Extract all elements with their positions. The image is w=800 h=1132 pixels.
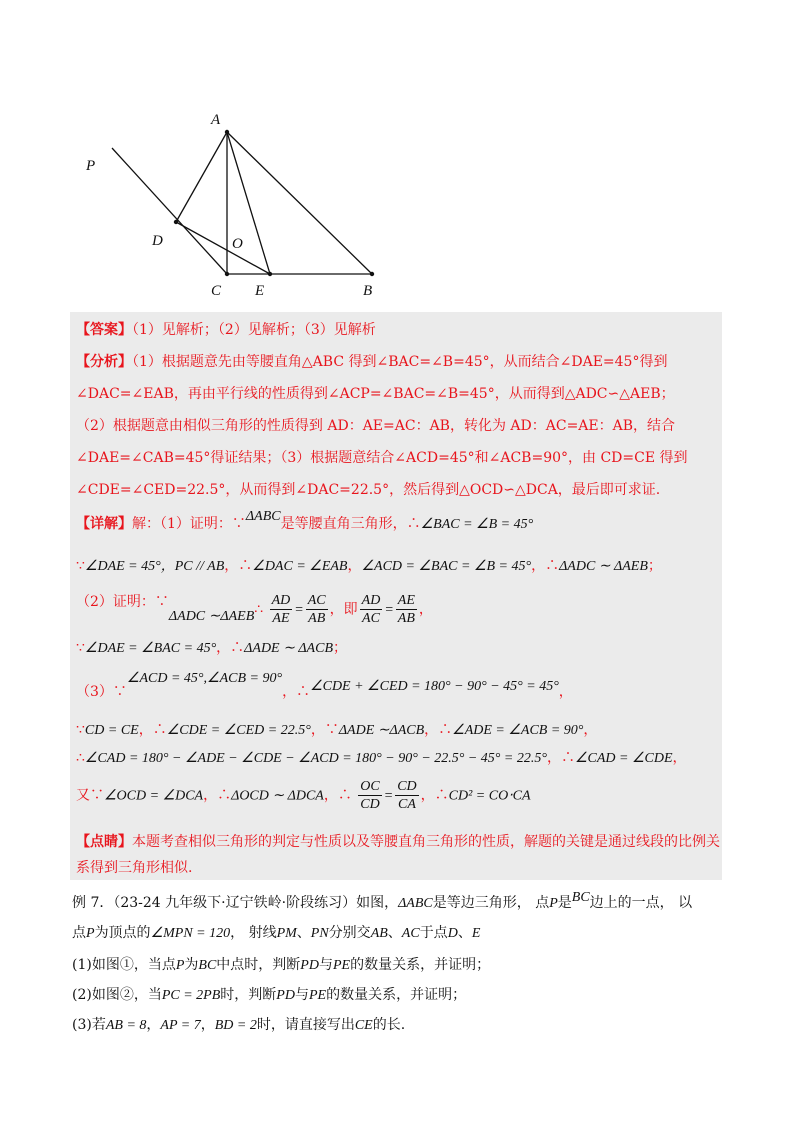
question-text: ， [200,1017,215,1033]
detail-line-5 [76,671,573,700]
equals-sign: = [384,602,394,618]
math-expr: AP = 7 [160,1018,201,1033]
example-text: 是 [557,895,572,911]
analysis-line-2: ∠DAC=∠EAB，再由平行线的性质得到∠ACP=∠BAC=∠B=45°，从而得到△ADC∽△AEB； [76,386,675,402]
example-text: 点 [72,925,86,941]
math-expr: ∠CDE = ∠CED = 22.5° [166,723,311,738]
fraction-numerator: OC [360,779,380,794]
answer-tag: 【答案】 [76,322,132,338]
geometry-figure [80,100,400,310]
analysis-tag: 【分析】 [76,354,132,370]
math-expr: AC [401,926,420,941]
detail-text: ∵ [76,558,85,574]
detail-line-3 [76,592,433,627]
segment-A-D [176,132,227,222]
math-expr: BC [571,890,590,905]
math-expr: E [471,926,481,941]
detail-text: ， [347,558,362,574]
answer-line [76,320,376,340]
fraction-denominator: CD [360,797,380,812]
answer-text: （1）见解析；（2）见解析；（3）见解析 [132,322,376,338]
example-text: 于点 [419,925,448,941]
question-text: 中点时，判断 [216,957,301,973]
fraction-numerator: AE [397,593,415,608]
fraction-denominator: AE [272,611,290,626]
equals-sign: = [294,602,304,618]
analysis-line-5: ∠CDE=∠CED=22.5°，从而得到∠DAC=22.5°，然后得到△OCD∽△DCA，最后即可求证. [76,482,661,498]
question-text: 为 [184,957,199,973]
question-text: (3)若 [72,1017,106,1033]
comment-tag: 【点睛】 [76,834,132,850]
fraction-ac-ab [306,592,328,627]
detail-text: ，∴ [216,640,245,656]
math-expr: PN [310,926,329,941]
comment-line-1 [76,832,720,852]
math-expr: ΔADE ∼ ΔACB [244,641,333,656]
math-expr: ∠DAC = ∠EAB [252,559,348,574]
detail-text: ，∴ [203,787,232,804]
question-text: 时，请直接写出 [256,1017,355,1033]
example-text: 、 [296,925,311,941]
detail-line-2 [76,556,662,577]
fraction-oc-cd [358,778,381,813]
example-text: 、 [387,925,402,941]
detail-text: （3）∵ [76,684,127,700]
question-3 [72,1014,405,1037]
math-expr: ΔADE ∼ΔACB [338,723,425,738]
label-A: A [211,112,221,128]
math-expr: PD [300,958,319,973]
detail-text: ∴ [76,750,85,766]
math-expr: AB [370,926,388,941]
question-text: 与 [318,957,333,973]
math-expr: BC [198,958,217,973]
detail-text: ，∴ [531,558,560,574]
comment-text-1: 本题考查相似三角形的判定与性质以及等腰直角三角形的性质，解题的关键是通过线段的比例关 [132,834,720,850]
detail-text: ，∵ [310,722,339,738]
example-text: 分别交 [328,925,371,941]
fraction-denominator: AB [308,611,326,626]
math-expr: PE [308,988,327,1003]
math-expr: ∠CAD = ∠CDE [574,751,673,766]
math-expr: PC = 2PB [161,988,221,1003]
example-text: 例 7．（23-24 九年级下·辽宁铁岭·阶段练习）如图， [72,895,399,911]
analysis-text-1: （1）根据题意先由等腰直角△ABC 得到∠BAC=∠B=45°，从而结合∠DAE=45°得到 [132,354,668,370]
question-text: 时，判断 [220,987,277,1003]
detail-text: 解：（1）证明：∵ [132,516,246,532]
fraction-ad-ac [360,592,383,627]
math-expr: ∠CDE + ∠CED = 180° − 90° − 45° = 45° [310,679,559,694]
label-O: O [232,236,243,252]
math-expr: P [175,958,185,973]
analysis-line-3: （2）根据题意由相似三角形的性质得到 AD：AE=AC：AB，转化为 AD：AC=AE：AB，结合 [76,418,676,434]
question-text: (2)如图②，当 [72,987,162,1003]
math-expr: ∠OCD = ∠DCA [104,788,204,804]
detail-line-4 [76,638,347,659]
detail-text: （2）证明：∵ [76,593,169,610]
example-line-2 [72,922,480,945]
math-expr: AB = 8 [105,1018,147,1033]
detail-text: ； [333,640,347,656]
example-text: ， 射线 [230,925,277,941]
math-expr: P [86,926,95,941]
detail-text: ，∴ [224,558,253,574]
detail-text: ，∴ [282,684,311,700]
math-expr: PM [276,926,297,941]
math-expr: ∠MPN = 120 [150,926,231,941]
math-expr: PD [276,988,295,1003]
detail-text: ，∴ [138,722,167,738]
fraction-denominator: AC [362,611,380,626]
label-E: E [255,283,265,299]
question-2 [72,984,466,1007]
fraction-denominator: CA [397,797,416,812]
math-expr: ΔABC [245,509,281,524]
detail-text: ，∴ [420,787,449,804]
segment-D-E [176,222,270,274]
question-text: 的数量关系，并证明； [350,957,491,973]
fraction-numerator: AC [307,593,326,608]
question-text: (1)如图①，当点 [72,957,176,973]
math-expr: CE [354,1018,373,1033]
question-1 [72,954,490,977]
math-expr: BD = 2 [214,1018,257,1033]
fraction-numerator: AD [361,593,381,608]
detail-text: ∴ [254,601,264,618]
detail-line-7 [76,748,687,769]
math-expr: ΔOCD ∼ ΔDCA [231,788,324,804]
example-text: 是等边三角形， 点 [432,895,550,911]
detail-line-6 [76,720,597,741]
math-expr: CD = CE [84,723,139,738]
example-text: 边上的一点， 以 [589,895,693,911]
segment-ray-P-C [112,148,227,274]
math-expr: ∠ACD = 45°,∠ACB = 90° [126,671,283,686]
math-expr: ΔADC ∼ ΔAEB [559,559,648,574]
math-expr: ∠CAD = 180° − ∠ADE − ∠CDE − ∠ACD = 180° − 90° − 22.5° − 45° = 22.5° [84,751,547,766]
equals-sign: = [383,788,394,804]
detail-text: ； [647,558,662,574]
math-expr: ΔABC [398,896,433,911]
math-expr: P [549,896,558,911]
math-expr: ∠ADE = ∠ACB = 90° [452,723,584,738]
fraction-denominator: AB [397,611,415,626]
point-A [225,130,229,134]
detail-tag: 【详解】 [76,516,132,532]
detail-text: ，即 [329,601,358,618]
question-text: 的数量关系，并证明； [326,987,467,1003]
detail-text: ， [672,750,687,766]
fraction-numerator: CD [397,779,417,794]
detail-text: ， [558,684,573,700]
example-line-1 [72,892,692,915]
detail-text: ∵ [76,722,85,738]
math-expr: ∠ACD = ∠BAC = ∠B = 45° [361,559,532,574]
detail-text: 是等腰直角三角形，∴ [280,516,421,532]
point-D [174,220,178,224]
math-expr: ΔADC ∼ΔAEB [168,608,255,624]
detail-text: 又∵ [76,787,104,804]
detail-text: ∵ [76,640,85,656]
fraction-ad-ae [270,592,293,627]
detail-line-8 [76,778,531,813]
detail-text: ， [418,601,433,618]
fraction-cd-ca [395,778,418,813]
detail-text: ， [583,722,598,738]
analysis-line-1 [76,352,667,372]
math-expr: CD² = CO⋅CA [448,788,531,804]
fraction-numerator: AD [271,593,291,608]
math-expr: ∠DAE = 45°，PC // AB [84,559,225,574]
label-D: D [152,233,163,249]
label-C: C [211,283,222,299]
detail-text: ，∴ [424,722,453,738]
question-text: 的长. [372,1017,406,1033]
question-text: ， [146,1017,161,1033]
example-text: 为顶点的 [94,925,151,941]
detail-line-1 [76,509,534,535]
math-expr: PE [332,958,351,973]
detail-text: ，∴ [323,787,352,804]
point-B [370,272,374,276]
label-B: B [363,283,373,299]
question-text: 与 [294,987,309,1003]
math-expr: ∠DAE = ∠BAC = 45° [84,641,217,656]
point-E [268,272,272,276]
analysis-line-4: ∠DAE=∠CAB=45°得证结果；（3）根据题意结合∠ACD=45°和∠ACB=90°，由 CD=CE 得到 [76,450,688,466]
comment-line-2: 系得到三角形相似. [76,860,193,876]
example-text: 、 [457,925,472,941]
label-P: P [86,158,96,174]
math-expr: ∠BAC = ∠B = 45° [420,517,534,532]
detail-text: ，∴ [546,750,575,766]
point-C [225,272,229,276]
fraction-ae-ab [396,592,417,627]
math-expr: D [447,926,458,941]
